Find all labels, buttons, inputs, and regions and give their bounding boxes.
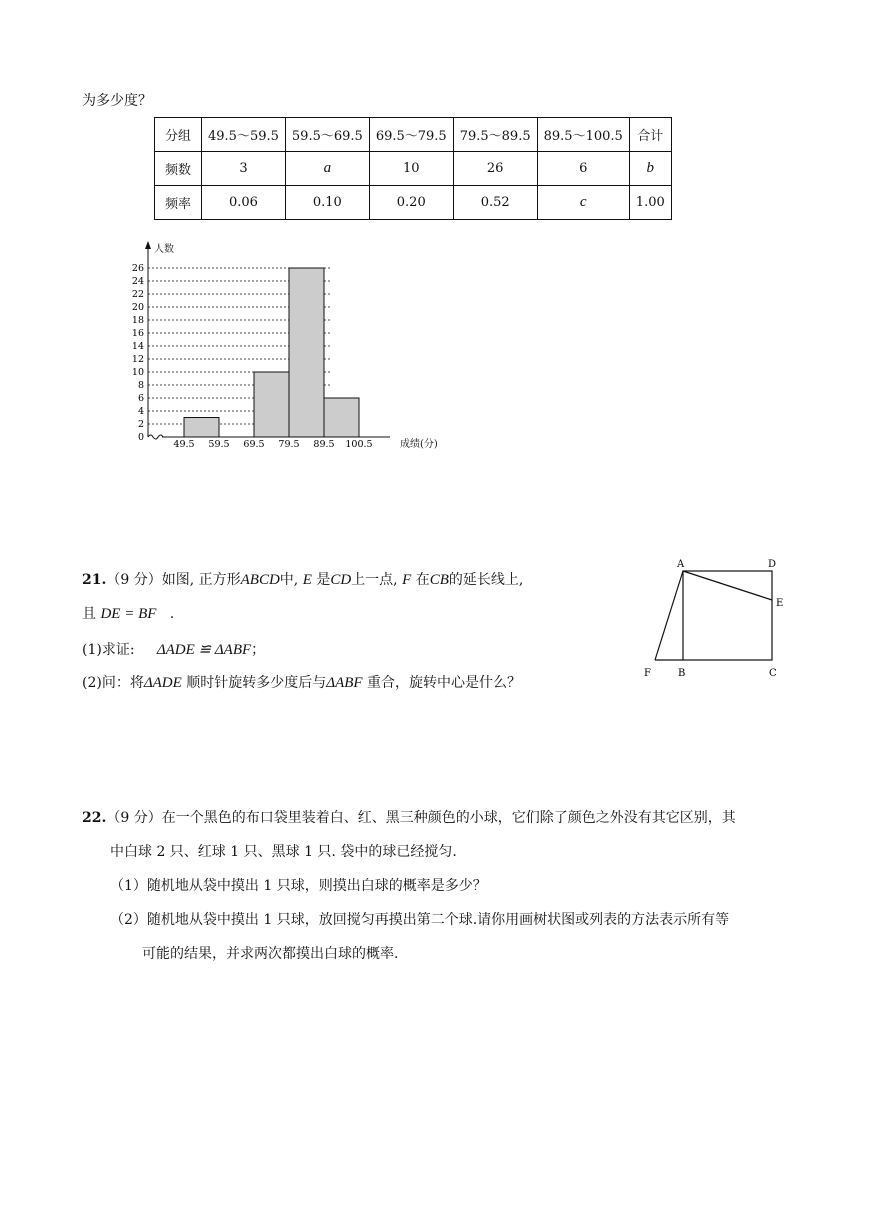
text: ； — [251, 642, 266, 658]
table-cell: 49.5～59.5 — [202, 118, 286, 152]
table-cell: 0.20 — [369, 186, 453, 220]
question-22-line2: 中白球 2 只、红球 1 只、黑球 1 只. 袋中的球已经搅匀. — [110, 844, 457, 860]
math: ΔADE ≌ ΔABF — [156, 642, 252, 658]
table-row-frequency — [155, 152, 672, 186]
label-a: A — [677, 559, 685, 570]
x-ticks — [173, 439, 372, 450]
question-22-part2-line2: 可能的结果，并求两次都摸出白球的概率. — [142, 946, 399, 962]
y-tick-label: 22 — [131, 289, 144, 300]
label-c: C — [769, 668, 777, 679]
x-axis-label: 成绩(分) — [400, 439, 438, 450]
math: DE = BF — [100, 606, 157, 622]
intro-text: 为多少度？ — [82, 93, 152, 109]
text: (2)问：将 — [82, 675, 144, 691]
question-22-line1 — [82, 808, 736, 828]
table-cell: 合计 — [629, 118, 671, 152]
table-cell: a — [285, 152, 369, 186]
segment-fa — [655, 571, 683, 660]
y-tick-label: 20 — [131, 302, 144, 313]
text: 的延长线上, — [448, 572, 524, 588]
y-tick-label: 2 — [137, 419, 144, 430]
question-number: 21. — [82, 572, 107, 588]
y-tick-label: 18 — [131, 315, 144, 326]
frequency-table — [154, 117, 672, 220]
table-cell: 3 — [202, 152, 286, 186]
text: 正方形 — [198, 572, 241, 588]
question-number: 22. — [82, 810, 107, 826]
table-cell: 频数 — [155, 152, 202, 186]
x-tick-label: 79.5 — [278, 439, 300, 450]
table-cell: 79.5～89.5 — [453, 118, 537, 152]
y-tick-label: 26 — [131, 263, 144, 274]
y-tick-label: 24 — [131, 276, 144, 287]
text: 在 — [415, 572, 430, 588]
table-cell: b — [629, 152, 671, 186]
y-tick-label: 8 — [137, 380, 144, 391]
table-cell: 0.10 — [285, 186, 369, 220]
label-f: F — [644, 668, 651, 679]
math: CD — [330, 572, 352, 588]
math: ABCD — [240, 572, 280, 588]
x-tick-label: 59.5 — [208, 439, 230, 450]
label-e: E — [776, 598, 784, 609]
question-21-part1 — [82, 640, 265, 660]
histogram-bar — [324, 398, 359, 437]
y-tick-label: 12 — [131, 354, 144, 365]
y-axis-arrow — [145, 241, 151, 249]
text: 顺时针旋转多少度后与 — [186, 675, 327, 691]
segment-ae — [683, 571, 772, 600]
x-tick-label: 49.5 — [173, 439, 195, 450]
axis-break — [148, 435, 163, 439]
text: (1)求证: — [82, 642, 135, 658]
square-abcd — [683, 571, 772, 660]
histogram-bar — [184, 418, 219, 438]
table-cell: 0.52 — [453, 186, 537, 220]
text: 是 — [316, 572, 331, 588]
question-22-part2-line1: （2）随机地从袋中摸出 1 只球，放回搅匀再摸出第二个球.请你用画树状图或列表的方法表示所有等 — [110, 912, 730, 928]
table-cell: 89.5～100.5 — [537, 118, 629, 152]
table-cell: 69.5～79.5 — [369, 118, 453, 152]
question-21-part2 — [82, 673, 521, 693]
question-21-line2 — [82, 604, 174, 624]
table-cell: c — [537, 186, 629, 220]
question-21-line1 — [82, 570, 523, 590]
y-tick-label: 14 — [131, 341, 144, 352]
y-axis-label: 人数 — [154, 244, 174, 255]
y-ticks — [132, 263, 144, 443]
text: 中, — [279, 572, 299, 588]
table-cell: 0.06 — [202, 186, 286, 220]
histogram-bar — [254, 372, 289, 437]
x-tick-label: 89.5 — [313, 439, 335, 450]
table-row-header — [155, 118, 672, 152]
table-cell: 59.5～69.5 — [285, 118, 369, 152]
histogram-chart — [120, 236, 460, 458]
text: 上一点, — [351, 572, 398, 588]
x-tick-label: 69.5 — [243, 439, 265, 450]
x-tick-label: 100.5 — [345, 439, 373, 450]
text: . — [169, 606, 175, 622]
table-cell: 1.00 — [629, 186, 671, 220]
bars — [184, 268, 359, 437]
y-tick-label: 16 — [131, 328, 144, 339]
y-tick-label: 6 — [137, 393, 144, 404]
table-cell: 26 — [453, 152, 537, 186]
table-cell: 频率 — [155, 186, 202, 220]
table-cell: 分组 — [155, 118, 202, 152]
math: ΔABF — [326, 675, 363, 691]
text: 且 — [82, 606, 96, 622]
question-score: （9 分）如图, — [106, 572, 195, 588]
square-figure — [636, 552, 796, 682]
text: （9 分）在一个黑色的布口袋里装着白、红、黑三种颜色的小球，它们除了颜色之外没有其它区别，其 — [106, 810, 736, 826]
text: 重合，旋转中心是什么？ — [367, 675, 522, 691]
y-tick-label: 10 — [131, 367, 144, 378]
histogram-bar — [289, 268, 324, 437]
label-d: D — [768, 559, 777, 570]
math: CB — [429, 572, 449, 588]
table-cell: 6 — [537, 152, 629, 186]
label-b: B — [678, 668, 686, 679]
question-22-part1: （1）随机地从袋中摸出 1 只球，则摸出白球的概率是多少？ — [110, 878, 487, 894]
table-row-rate — [155, 186, 672, 220]
math: ΔADE — [143, 675, 182, 691]
y-tick-label: 4 — [137, 406, 144, 417]
math: E — [302, 572, 312, 588]
math: F — [402, 572, 412, 588]
y-tick-label: 0 — [137, 432, 144, 443]
table-cell: 10 — [369, 152, 453, 186]
